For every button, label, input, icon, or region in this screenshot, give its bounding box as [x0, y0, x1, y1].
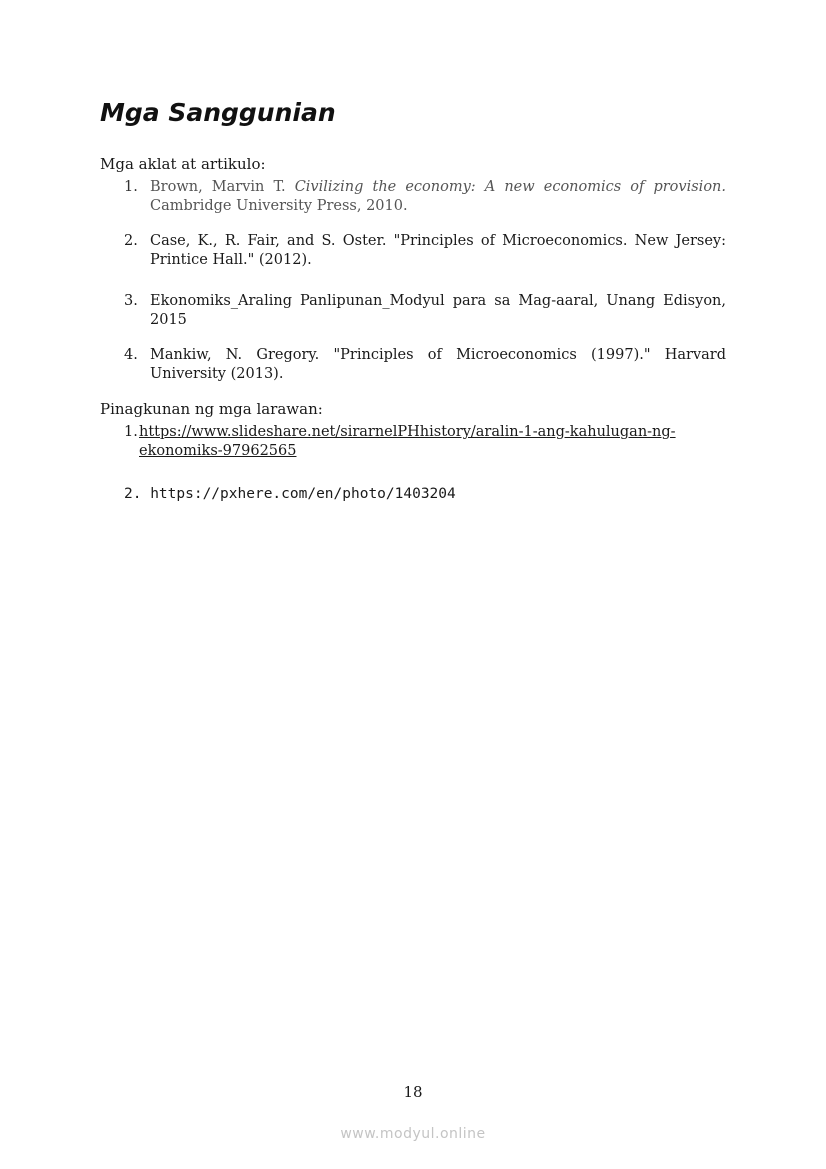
image-source-number: 1. [124, 424, 138, 440]
reference-item [124, 232, 726, 269]
books-section-label: Mga aklat at artikulo: [100, 155, 266, 173]
reference-item [124, 346, 726, 383]
reference-text: Mankiw, N. Gregory. "Principles of Microeconomics (1997)." Harvard University (2013). [150, 347, 726, 382]
image-source-item [124, 423, 724, 461]
reference-text: Brown, Marvin T. Civilizing the economy: A new economics of provision. Cambridge University Press, 2010. [150, 179, 726, 214]
reference-text: Case, K., R. Fair, and S. Oster. "Principles of Microeconomics. New Jersey: Printice Hall." (2012). [150, 233, 726, 268]
reference-number: 3. [124, 293, 138, 309]
reference-item [124, 292, 726, 329]
page-title: Mga Sanggunian [100, 98, 336, 127]
image-source-link[interactable]: https://www.slideshare.net/sirarnelPHhistory/aralin-1-ang-kahulugan-ng-ekonomiks-97962565 [139, 424, 676, 459]
reference-number: 2. [124, 233, 138, 249]
image-source-number: 2. [124, 486, 142, 502]
watermark: www.modyul.online [340, 1126, 486, 1142]
page-number: 18 [403, 1083, 423, 1101]
reference-book-title: Civilizing the economy: A new economics of provision. [294, 179, 726, 195]
reference-number: 1. [124, 179, 138, 195]
images-section-label: Pinagkunan ng mga larawan: [100, 400, 323, 418]
reference-number: 4. [124, 347, 138, 363]
reference-item [124, 178, 726, 215]
image-source-item [124, 485, 456, 504]
reference-text: Ekonomiks_Araling Panlipunan_Modyul para sa Mag-aaral, Unang Edisyon, 2015 [150, 293, 726, 328]
image-source-url: https://pxhere.com/en/photo/1403204 [150, 486, 456, 502]
